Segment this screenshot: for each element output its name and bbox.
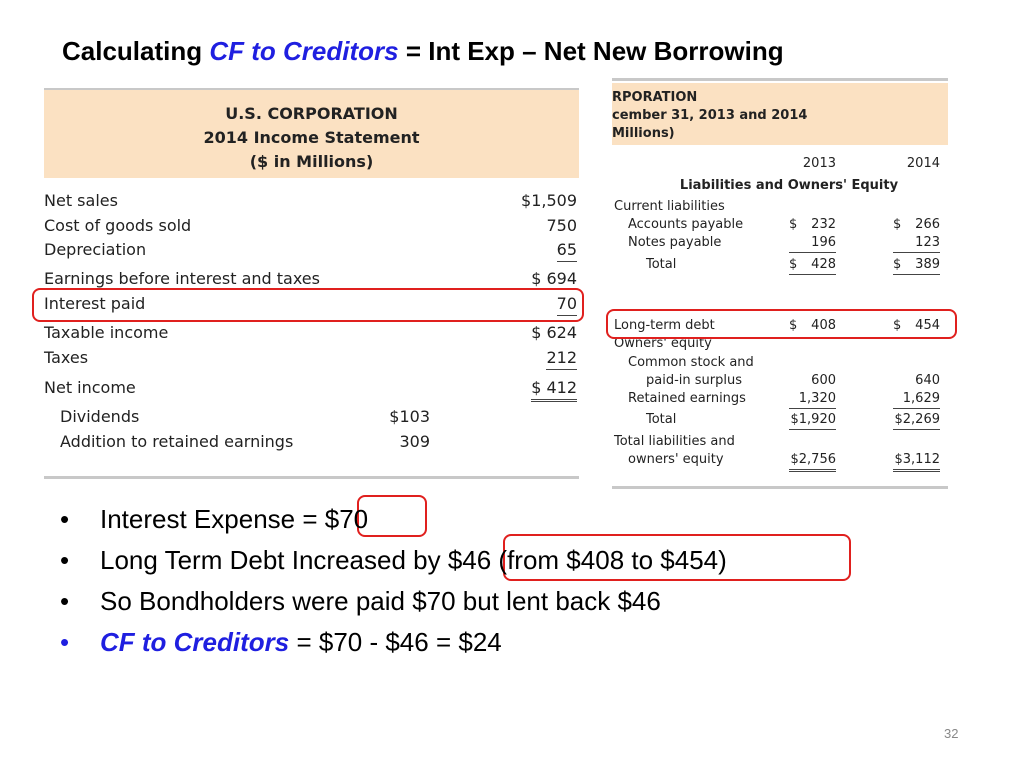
bullet-cf-to-creditors — [60, 625, 980, 666]
divider — [612, 78, 948, 81]
row-current-total — [612, 256, 948, 274]
slide-title — [62, 36, 784, 67]
row-value: 65 — [557, 239, 577, 262]
section-label: Liabilities and Owners' Equity — [679, 178, 899, 193]
dollar-sign: $ — [893, 217, 902, 232]
dollar-sign: $ — [893, 318, 902, 333]
row-cogs — [44, 215, 579, 237]
row-label: Retained earnings — [628, 391, 746, 406]
row-value: 70 — [557, 293, 577, 316]
bullet-dot: • — [60, 504, 70, 534]
row-label: Notes payable — [628, 235, 722, 250]
col-2013: 2013 — [802, 156, 836, 171]
title-prefix: Calculating — [62, 36, 210, 66]
row-label: owners' equity — [628, 452, 724, 467]
bullet-dot: • — [60, 545, 70, 575]
value-2014 — [893, 256, 940, 275]
value-2013 — [789, 256, 836, 275]
value-2013: $1,920 — [789, 411, 836, 430]
bullet-long-term-debt — [60, 543, 980, 584]
row-label: Total liabilities and — [614, 434, 735, 449]
row-addition-retained — [44, 431, 579, 453]
value-2014: $3,112 — [893, 451, 940, 472]
row-depreciation — [44, 239, 579, 261]
page-number: 32 — [944, 726, 959, 741]
balance-sheet — [612, 78, 948, 490]
row-accounts-payable — [612, 216, 948, 234]
row-paid-in-surplus — [612, 372, 948, 390]
bullet-bondholders — [60, 584, 980, 625]
row-net-income — [44, 377, 579, 399]
bullet-dot: • — [60, 627, 70, 657]
value-2014: $2,269 — [893, 411, 940, 430]
statement-units: Millions) — [612, 126, 675, 141]
divider — [612, 486, 948, 489]
row-taxable-income — [44, 322, 579, 344]
statement-units: ($ in Millions) — [249, 152, 374, 171]
amount: 454 — [915, 318, 940, 333]
company-name: U.S. CORPORATION — [225, 104, 398, 123]
row-label: Common stock and — [628, 355, 754, 370]
row-net-sales — [44, 190, 579, 212]
row-retained-earnings — [612, 390, 948, 408]
col-2014: 2014 — [906, 156, 940, 171]
row-owners-equity-total — [612, 451, 948, 469]
row-value: $1,509 — [521, 191, 577, 210]
row-label: Current liabilities — [614, 199, 725, 214]
row-label: Net sales — [44, 191, 118, 210]
row-label: Total — [646, 412, 677, 427]
row-value: 212 — [546, 347, 577, 370]
highlight-long-term-debt — [606, 309, 957, 339]
row-total-liabilities — [612, 433, 948, 451]
row-label: Total — [646, 257, 677, 272]
row-label: Net income — [44, 378, 136, 397]
company-name: RPORATION — [612, 90, 698, 105]
row-label: Addition to retained earnings — [60, 432, 294, 451]
row-notes-payable — [612, 234, 948, 252]
row-label: Interest paid — [44, 294, 146, 313]
value-2014 — [893, 216, 940, 234]
row-value: $103 — [389, 407, 430, 426]
income-statement — [44, 84, 579, 480]
cf-equation: = $70 - $46 = $24 — [289, 627, 502, 657]
value-2013: $2,756 — [789, 451, 836, 472]
row-label: Long-term debt — [614, 318, 715, 333]
value-2013: 600 — [811, 373, 836, 388]
bullet-list — [60, 502, 980, 666]
dollar-sign: $ — [789, 257, 798, 272]
amount: 266 — [915, 217, 940, 232]
value-2014: 1,629 — [893, 390, 940, 409]
bullet-interest-expense — [60, 502, 980, 543]
statement-title: 2014 Income Statement — [203, 128, 420, 147]
row-label: Depreciation — [44, 240, 147, 259]
bullet-dot: • — [60, 586, 70, 616]
bullet-text — [100, 625, 502, 659]
row-value: 750 — [546, 216, 577, 235]
statement-date: cember 31, 2013 and 2014 — [612, 108, 808, 123]
year-header-row — [612, 155, 948, 173]
income-statement-header — [44, 88, 579, 178]
divider — [44, 476, 579, 479]
row-label: Owners' equity — [614, 336, 712, 351]
amount: 389 — [915, 257, 940, 272]
row-label: Cost of goods sold — [44, 216, 192, 235]
current-liabilities-heading — [612, 198, 948, 216]
dollar-sign: $ — [789, 217, 798, 232]
amount: 232 — [811, 217, 836, 232]
bullet-text: Long Term Debt Increased by $46 (from $408 to $454) — [100, 545, 727, 575]
bullet-text: So Bondholders were paid $70 but lent back $46 — [100, 586, 661, 616]
dollar-sign: $ — [893, 257, 902, 272]
row-label: paid-in surplus — [646, 373, 742, 388]
bullet-text: Interest Expense = $70 — [100, 504, 369, 534]
row-label: Accounts payable — [628, 217, 744, 232]
row-equity-total — [612, 411, 948, 429]
value-2013: 1,320 — [789, 390, 836, 409]
row-common-stock — [612, 354, 948, 372]
row-dividends — [44, 406, 579, 428]
cf-emphasis: CF to Creditors — [100, 627, 290, 657]
section-heading — [612, 177, 948, 195]
row-taxes — [44, 347, 579, 369]
row-value: $ 624 — [531, 323, 577, 342]
row-value: 309 — [399, 432, 430, 451]
row-value: $ 412 — [531, 377, 577, 402]
row-label: Taxable income — [44, 323, 169, 342]
row-value: $ 694 — [531, 269, 577, 288]
amount: 428 — [811, 257, 836, 272]
amount: 408 — [811, 318, 836, 333]
value-2014: 123 — [893, 234, 940, 253]
value-2013 — [789, 216, 836, 234]
highlight-interest-paid — [32, 288, 584, 322]
title-suffix: = Int Exp – Net New Borrowing — [398, 36, 784, 66]
title-emphasis: CF to Creditors — [209, 36, 399, 66]
value-2014: 640 — [915, 373, 940, 388]
row-label: Taxes — [44, 348, 89, 367]
value-2013: 196 — [789, 234, 836, 253]
dollar-sign: $ — [789, 318, 798, 333]
row-label: Dividends — [60, 407, 140, 426]
row-label: Earnings before interest and taxes — [44, 269, 320, 288]
row-ebit — [44, 268, 579, 290]
balance-sheet-header — [612, 83, 948, 145]
